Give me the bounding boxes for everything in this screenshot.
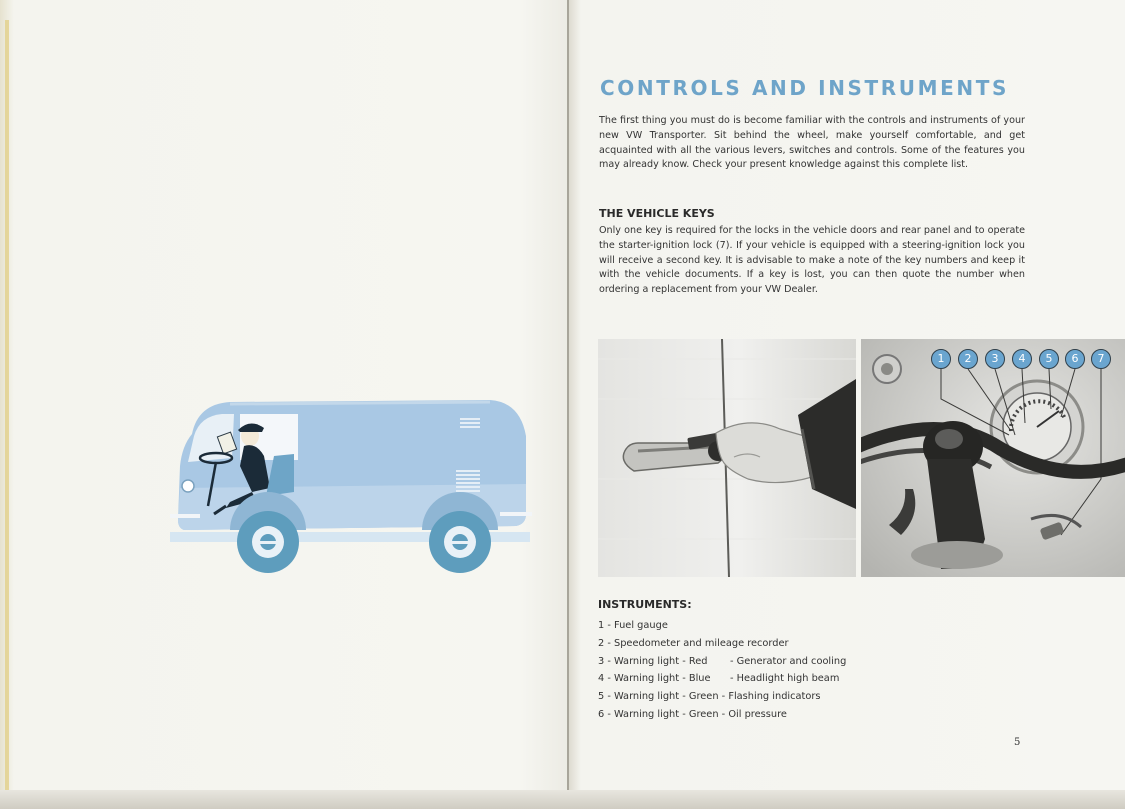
instrument-badge-6: 6 bbox=[1065, 349, 1085, 369]
list-item: 4 - Warning light - Blue - Headlight high beam bbox=[598, 673, 840, 685]
page-number: 5 bbox=[1014, 737, 1021, 748]
vehicle-keys-heading: THE VEHICLE KEYS bbox=[599, 207, 715, 220]
instrument-badge-3: 3 bbox=[985, 349, 1005, 369]
item-name: Speedometer and mileage recorder bbox=[614, 637, 789, 649]
instrument-badge-5: 5 bbox=[1039, 349, 1059, 369]
door-lock-key-illustration bbox=[598, 339, 856, 577]
item-number: 1 bbox=[598, 620, 605, 631]
item-number: 2 bbox=[598, 637, 605, 649]
item-detail: - Oil pressure bbox=[721, 708, 787, 720]
instruments-list bbox=[598, 617, 846, 724]
instrument-badge-7: 7 bbox=[1091, 349, 1111, 369]
list-item: 6 - Warning light - Green - Oil pressure bbox=[598, 708, 787, 720]
intro-paragraph: The first thing you must do is become familiar with the controls and instruments of your new VW Transporter. Sit behind the wheel, make yourself comfortable, and get acquainted with all the various levers, switches and controls. Some of the features you may already know. Check your present knowledge against this complete list. bbox=[599, 115, 1025, 171]
instruments-heading: INSTRUMENTS: bbox=[598, 598, 692, 611]
dashboard-illustration bbox=[861, 339, 1125, 577]
vw-transporter-illustration bbox=[170, 396, 532, 574]
item-name: Warning light - Blue bbox=[614, 673, 711, 685]
item-detail: - Headlight high beam bbox=[730, 673, 840, 685]
page-bottom-edge bbox=[0, 790, 1125, 809]
dashboard-photo bbox=[861, 339, 1125, 577]
item-name: Fuel gauge bbox=[614, 620, 668, 631]
van-illustration bbox=[170, 396, 532, 574]
item-name: Warning light - Red bbox=[614, 655, 708, 667]
item-detail: - Generator and cooling bbox=[730, 655, 847, 667]
key-in-door-photo bbox=[598, 339, 856, 577]
item-name: Warning light - Green bbox=[614, 691, 719, 703]
item-number: 3 bbox=[598, 655, 605, 667]
item-number: 6 bbox=[598, 708, 605, 720]
list-item: 3 - Warning light - Red - Generator and cooling bbox=[598, 655, 847, 667]
page-edge bbox=[5, 20, 9, 790]
list-item: 5 - Warning light - Green - Flashing indicators bbox=[598, 691, 821, 703]
instrument-badge-4: 4 bbox=[1012, 349, 1032, 369]
vehicle-keys-paragraph: Only one key is required for the locks in the vehicle doors and rear panel and to operate the starter-ignition lock (7). If your vehicle is equipped with a steering-ignition lock you will receive a second key. It is advisable to make a note of the key numbers and keep it with the vehicle documents. If a key is lost, you can then quote the number when ordering a replacement from your VW Dealer. bbox=[599, 225, 1025, 296]
instrument-badge-2: 2 bbox=[958, 349, 978, 369]
item-name: Warning light - Green bbox=[614, 708, 719, 720]
list-item: 2 - Speedometer and mileage recorder bbox=[598, 637, 789, 649]
item-detail: - Flashing indicators bbox=[721, 691, 821, 703]
page-title: CONTROLS AND INSTRUMENTS bbox=[600, 76, 1009, 101]
list-item: 1 - Fuel gauge bbox=[598, 620, 668, 631]
instrument-badge-1: 1 bbox=[931, 349, 951, 369]
item-number: 5 bbox=[598, 691, 605, 703]
item-number: 4 bbox=[598, 673, 605, 685]
